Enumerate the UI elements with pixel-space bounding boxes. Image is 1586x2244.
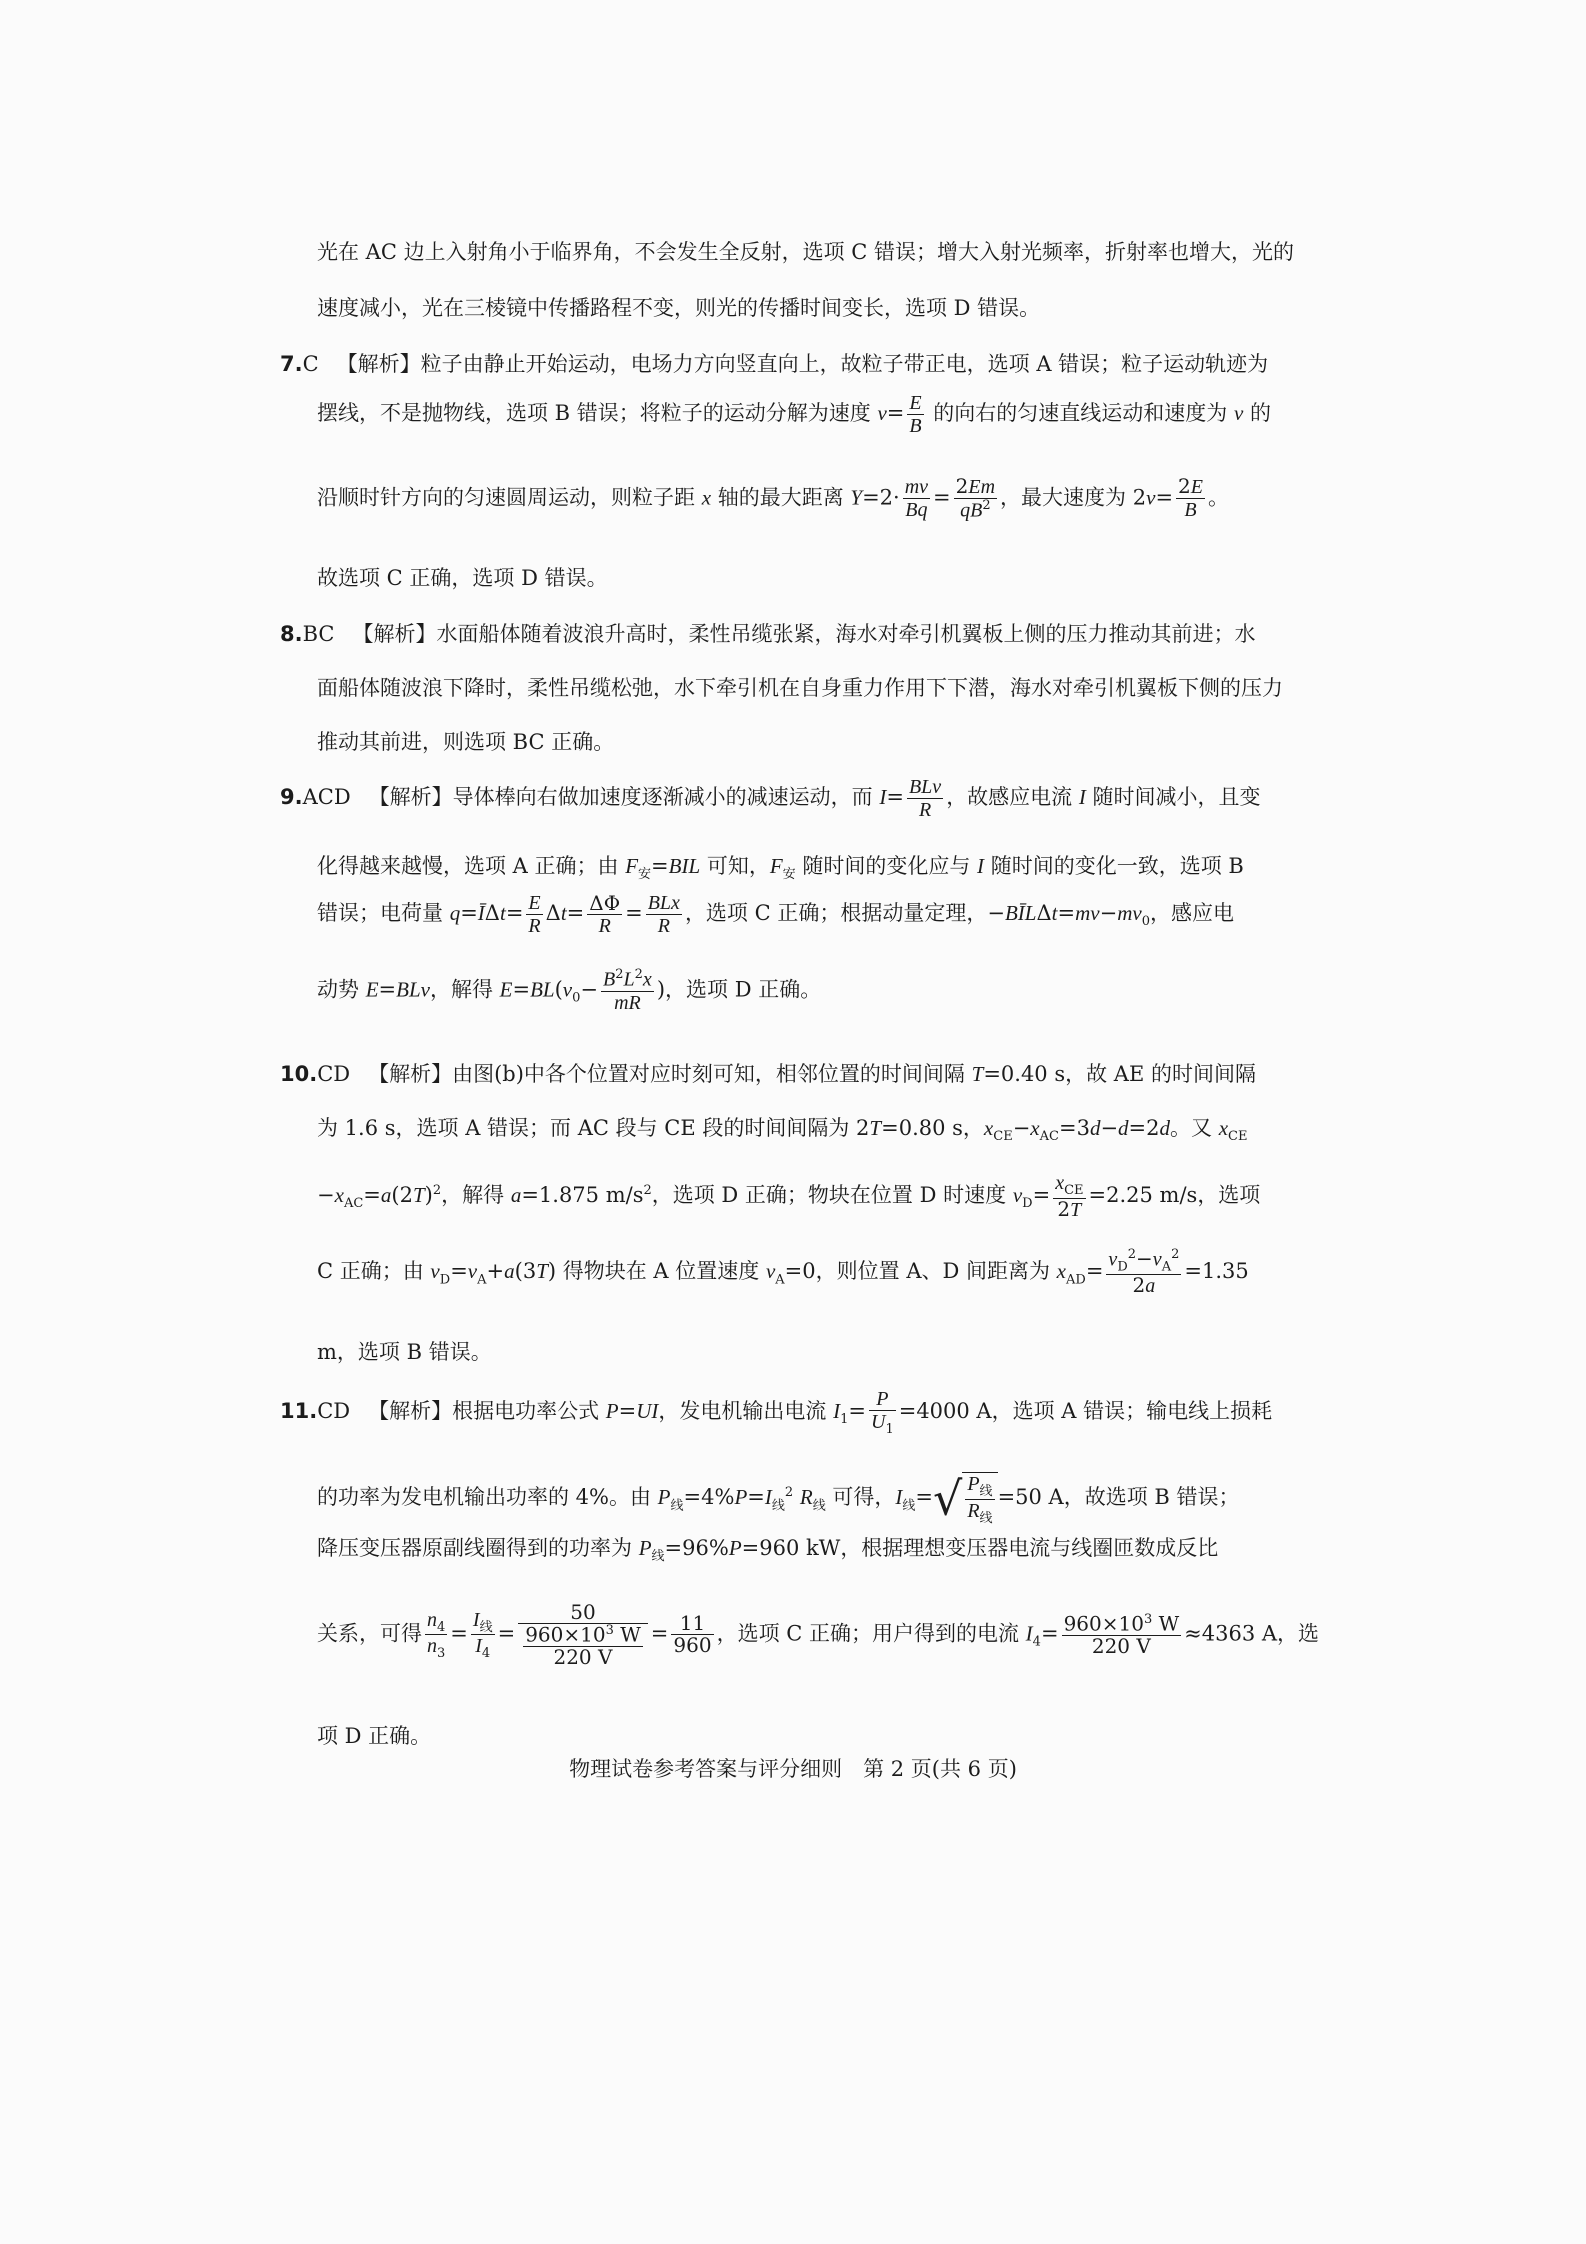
- fraction: $\frac{I_线}{I_4}$: [472, 1608, 493, 1662]
- question-number: 7.: [280, 352, 303, 376]
- fraction: $\frac{\text{BLv}}{R}$: [908, 776, 942, 821]
- question-7-line-3: 沿顺时针方向的匀速圆周运动，则粒子距 x 轴的最大距离 Y=2· $\frac{mv}{Bq}$ = $\frac{2Em}{qB^2}$ ，最大速度为 2v= $\frac{2E}{B}$ 。: [317, 474, 1229, 522]
- text: 轴的最大距离: [711, 485, 851, 510]
- fraction: $\frac{2Em}{qB^2}$: [955, 474, 996, 522]
- answer-letter: BC: [302, 622, 335, 646]
- fraction: $\frac{n_4}{n_3}$: [427, 1608, 446, 1662]
- question-10-line-3: $-x_{AC}=a(2T)^2$，解得 a=1.875 $m/s^2$，选项 D 正确；物块在位置 D 时速度 $v_D=$ $\frac{x_{CE}}{2T}$ =2.25 m/s，选项: [317, 1172, 1261, 1221]
- fraction: $\frac{P_线}{R_线}$: [967, 1473, 993, 1526]
- question-number: 9.: [280, 785, 303, 809]
- text: 随时间减小，且变: [1085, 785, 1261, 809]
- text: 项 D 正确。: [317, 1724, 432, 1748]
- text: 可知，: [700, 854, 770, 878]
- text: ，选项 A 错误；输电线上损耗: [991, 1398, 1273, 1423]
- question-number: 11.: [280, 1398, 318, 1423]
- text: 【解析】根据电功率公式: [368, 1398, 606, 1423]
- text: 【解析】导体棒向右做加速度逐渐减小的减速运动，而: [368, 785, 880, 809]
- text: 为 1.6 s，选项 A 错误；而 AC 段与 CE 段的时间间隔为: [317, 1116, 857, 1140]
- question-7-line-4: [280, 562, 608, 592]
- text: 速度减小，光在三棱镜中传播路程不变，则光的传播时间变长，选项 D 错误。: [317, 296, 1041, 320]
- fraction: $\frac{2E}{B}$: [1178, 474, 1203, 522]
- text: 推动其前进，则选项 BC 正确。: [317, 730, 615, 754]
- question-7-line-1: [280, 348, 1268, 378]
- text: 动势: [317, 977, 366, 1002]
- fraction: $\frac{\Delta\Phi}{R}$: [589, 890, 621, 937]
- text: 得物块在 A 位置速度: [556, 1259, 766, 1284]
- text: ，选项: [1197, 1182, 1261, 1207]
- text: 【解析】由图(b)中各个位置对应时刻可知，相邻位置的时间间隔: [368, 1062, 972, 1086]
- text-line: [280, 236, 1294, 266]
- answer-letter: ACD: [302, 785, 351, 809]
- page-footer: 物理试卷参考答案与评分细则 第 2 页(共 6 页): [569, 1757, 1017, 1781]
- fraction: $\frac{P}{U_1}$: [870, 1388, 894, 1437]
- question-11-line-3: 降压变压器原副线圈得到的功率为 $P_线=96\%P=960$ kW，根据理想变压器电流与线圈匝数成反比: [317, 1536, 1219, 1565]
- text: 可得，: [825, 1485, 896, 1510]
- text: ，故感应电流: [946, 785, 1079, 809]
- question-8-line-3: [280, 726, 614, 756]
- question-10-line-5: [280, 1336, 492, 1366]
- text: 的: [1243, 401, 1271, 425]
- question-number: 8.: [280, 622, 303, 646]
- text-line: [280, 292, 1040, 322]
- question-10-line-4: C 正确；由 $v_D=v_A+a(3T)$ 得物块在 A 位置速度 $v_A=0$，则位置 A、D 间距离为 $x_{AD}=$ $\frac{v_D^2-v_A^2}{2a}$ =1.35: [317, 1246, 1249, 1298]
- text: 面船体随波浪下降时，柔性吊缆松弛，水下牵引机在自身重力作用下下潜，海水对牵引机翼板下侧的压力: [317, 676, 1283, 700]
- fraction: $\frac{11}{960}$: [673, 1611, 712, 1658]
- text: 错误；电荷量: [317, 901, 450, 925]
- text: ，故 AE 的时间间隔: [1065, 1062, 1256, 1086]
- answer-letter: CD: [317, 1062, 351, 1086]
- text: 。又: [1170, 1116, 1219, 1140]
- text: ，选项 D 正确。: [665, 977, 822, 1002]
- text: 随时间的变化应与: [795, 854, 978, 878]
- text: 的向右的匀速直线运动和速度为: [926, 401, 1234, 425]
- text: 故选项 C 正确，选项 D 错误。: [317, 566, 608, 590]
- text: ，选项 C 正确；根据动量定理，: [684, 901, 988, 925]
- text: ，则位置 A、D 间距离为: [815, 1259, 1057, 1284]
- question-9-line-4: 动势 E=BLv，解得 $E=BL(v_0-$ $\frac{B^2L^2x}{mR}$ )，选项 D 正确。: [317, 967, 822, 1014]
- question-7-line-2: 摆线，不是抛物线，选项 B 错误；将粒子的运动分解为速度 v= $\frac{E}{B}$ 的向右的匀速直线运动和速度为 v 的: [317, 392, 1271, 437]
- question-8-line-1: [280, 618, 1255, 648]
- fraction: $\frac{960\times 10^3 W}{220 V}$: [1063, 1611, 1180, 1658]
- question-11-line-1: 11.CD 【解析】根据电功率公式 P=UI，发电机输出电流 $I_1=$ $\frac{P}{U_1}$ =4000 A，选项 A 错误；输电线上损耗: [280, 1388, 1273, 1437]
- fraction: $\frac{B^2L^2x}{mR}$: [603, 967, 652, 1014]
- text: 摆线，不是抛物线，选项 B 错误；将粒子的运动分解为速度: [317, 401, 878, 425]
- text: 。: [1208, 485, 1229, 510]
- text: 关系，可得: [317, 1621, 422, 1646]
- question-10-line-1: 10.CD 【解析】由图(b)中各个位置对应时刻可知，相邻位置的时间间隔 T=0.40 s，故 AE 的时间间隔: [280, 1062, 1256, 1086]
- question-10-line-2: 为 1.6 s，选项 A 错误；而 AC 段与 CE 段的时间间隔为 2T=0.80 s，$x_{CE}-x_{AC}=3d-d=2d$。又 $x_{CE}$: [317, 1116, 1248, 1145]
- fraction: $\frac{50}{\frac{960\times 10^3 W}{220 V}}$: [518, 1602, 648, 1668]
- text: ，选项 C 正确；用户得到的电流: [716, 1621, 1026, 1646]
- text: 化得越来越慢，选项 A 正确；由: [317, 854, 626, 878]
- question-11-line-5: [280, 1720, 431, 1750]
- fraction: $\frac{E}{R}$: [528, 892, 541, 937]
- text: ，感应电: [1149, 901, 1234, 925]
- text: 【解析】水面船体随着波浪升高时，柔性吊缆张紧，海水对牵引机翼板上侧的压力推动其前进；水: [352, 622, 1256, 646]
- fraction: $\frac{mv}{Bq}$: [904, 476, 929, 522]
- question-11-line-4: 关系，可得 $\frac{n_4}{n_3}$ = $\frac{I_线}{I_4}$ = $\frac{50}{\frac{960\times 10^3 W}{220 V}}$ = $\frac{11}{960}$ ，选项 C 正确；用户得到的电流 $I_4=$ $\frac{960\times 10^3 W}{220 V}$ ≈4363 A，选: [317, 1600, 1320, 1669]
- answer-letter: CD: [317, 1398, 351, 1423]
- answer-letter: C: [302, 352, 319, 376]
- text: ，解得: [429, 977, 500, 1002]
- question-9-line-1: 9.ACD 【解析】导体棒向右做加速度逐渐减小的减速运动，而 I= $\frac{\text{BLv}}{R}$ ，故感应电流 I 随时间减小，且变: [280, 776, 1261, 821]
- question-9-line-3: 错误；电荷量 q=ĪΔt= $\frac{E}{R}$ Δt= $\frac{\Delta\Phi}{R}$ = $\frac{\text{BLx}}{R}$ ，选项 C 正确；根据动量定理，$-BĪL\Delta t=mv-mv_0$，感应电: [317, 890, 1234, 937]
- text: 随时间的变化一致，选项 B: [984, 854, 1244, 878]
- text: 光在 AC 边上入射角小于临界角，不会发生全反射，选项 C 错误；增大入射光频率，折射率也增大，光的: [317, 240, 1294, 264]
- question-11-line-2: 的功率为发电机输出功率的 4%。由 $P_线=4\%P=I_线^2$ $R_线$ 可得，$I_线=√$ $\frac{P_线}{R_线}$ =50 A，故选项 B 错误；: [317, 1471, 1240, 1526]
- fraction: $\frac{x_{CE}}{2T}$: [1055, 1172, 1084, 1221]
- text: m，选项 B 错误。: [317, 1340, 492, 1364]
- fraction: $\frac{\text{BLx}}{R}$: [647, 892, 680, 937]
- text: 【解析】粒子由静止开始运动，电场力方向竖直向上，故粒子带正电，选项 A 错误；粒子运动轨迹为: [336, 352, 1269, 376]
- fraction: $\frac{E}{B}$: [909, 392, 922, 437]
- text: 降压变压器原副线圈得到的功率为: [317, 1536, 639, 1560]
- text: ，最大速度为: [1000, 485, 1133, 510]
- square-root: √ $\frac{P_线}{R_线}$: [933, 1472, 998, 1525]
- text: ，解得: [441, 1182, 511, 1207]
- question-9-line-2: 化得越来越慢，选项 A 正确；由 $F_安=BIL$ 可知，$F_安$ 随时间的变化应与 I 随时间的变化一致，选项 B: [317, 854, 1244, 883]
- text: ，选: [1277, 1621, 1320, 1646]
- text: ，故选项 B 错误；: [1063, 1485, 1240, 1510]
- text: ，发电机输出电流: [658, 1398, 834, 1423]
- text: ，根据理想变压器电流与线圈匝数成反比: [840, 1536, 1219, 1560]
- question-number: 10.: [280, 1062, 318, 1086]
- text: 的功率为发电机输出功率的 4%。由: [317, 1485, 658, 1510]
- question-8-line-2: [280, 672, 1283, 702]
- fraction: $\frac{960\times 10^3 W}{220 V}$: [525, 1622, 641, 1669]
- fraction: $\frac{v_D^2-v_A^2}{2a}$: [1108, 1246, 1180, 1298]
- text: C 正确；由: [317, 1259, 431, 1284]
- text: 沿顺时针方向的匀速圆周运动，则粒子距: [317, 485, 702, 510]
- text: ，选项 D 正确；物块在位置 D 时速度: [651, 1182, 1013, 1207]
